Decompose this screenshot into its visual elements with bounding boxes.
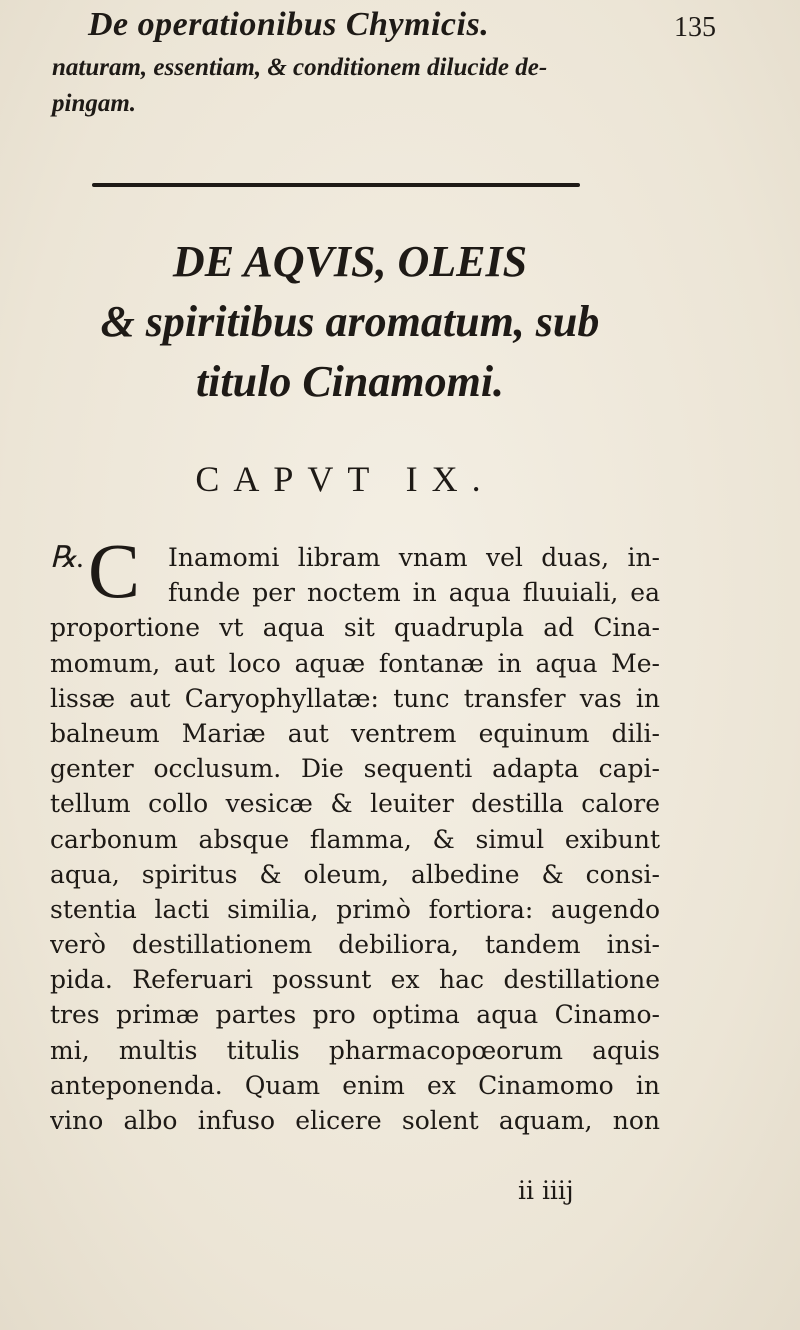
text-line: momum, aut loco aquæ fontanæ in aqua Me-: [50, 648, 660, 678]
heading-line: & spiritibus aromatum, sub: [100, 297, 600, 346]
section-heading: [40, 232, 660, 412]
text-line: pida. Referuari possunt ex hac destillatione: [50, 965, 660, 995]
text-line: balneum Mariæ aut ventrem equinum dili-: [50, 718, 660, 748]
text-line: tellum collo vesicæ & leuiter destilla calore: [50, 789, 660, 819]
recipe-sign: ℞.: [50, 541, 85, 574]
text-line: genter occlusum. Die sequenti adapta capi-: [50, 754, 660, 784]
running-head: [88, 6, 716, 50]
running-title: De operationibus Chymicis.: [88, 6, 490, 43]
catchword: ii iiij: [518, 1176, 574, 1205]
text-line: lissæ aut Caryophyllatæ: tunc transfer vas in: [50, 683, 660, 713]
text-line: aqua, spiritus & oleum, albedine & consi-: [50, 859, 660, 889]
heading-line: titulo Cinamomi.: [195, 357, 505, 406]
page-number: 135: [674, 12, 716, 43]
text-line: vino albo infuso elicere solent aquam, non: [50, 1106, 660, 1135]
text-line: Inamomi libram vnam vel duas, in-: [168, 543, 660, 572]
text-line: stentia lacti similia, primò fortiora: augendo: [50, 894, 660, 924]
chapter-text: CAPVT IX.: [195, 459, 495, 499]
heading-line: DE AQVIS, OLEIS: [172, 237, 528, 286]
carryover-line: pingam.: [52, 90, 137, 117]
text-line: funde per noctem in aqua fluuiali, ea: [168, 578, 660, 608]
text-line: proportione vt aqua sit quadrupla ad Cina-: [50, 613, 660, 643]
body-text: [50, 527, 660, 1138]
carryover-line: naturam, essentiam, & conditionem dilucide de-: [52, 54, 548, 81]
text-line: mi, multis titulis pharmacopœorum aquis: [50, 1035, 660, 1065]
section-divider: [92, 183, 580, 187]
text-line: anteponenda. Quam enim ex Cinamomo in: [50, 1070, 660, 1100]
text-line: carbonum absque flamma, & simul exibunt: [50, 824, 660, 854]
chapter-label: [0, 458, 800, 500]
text-line: tres primæ partes pro optima aqua Cinamo-: [50, 1000, 660, 1030]
text-line: verò destillationem debiliora, tandem insi-: [50, 930, 660, 960]
carryover-text: [52, 50, 632, 122]
drop-cap: C: [88, 527, 141, 614]
